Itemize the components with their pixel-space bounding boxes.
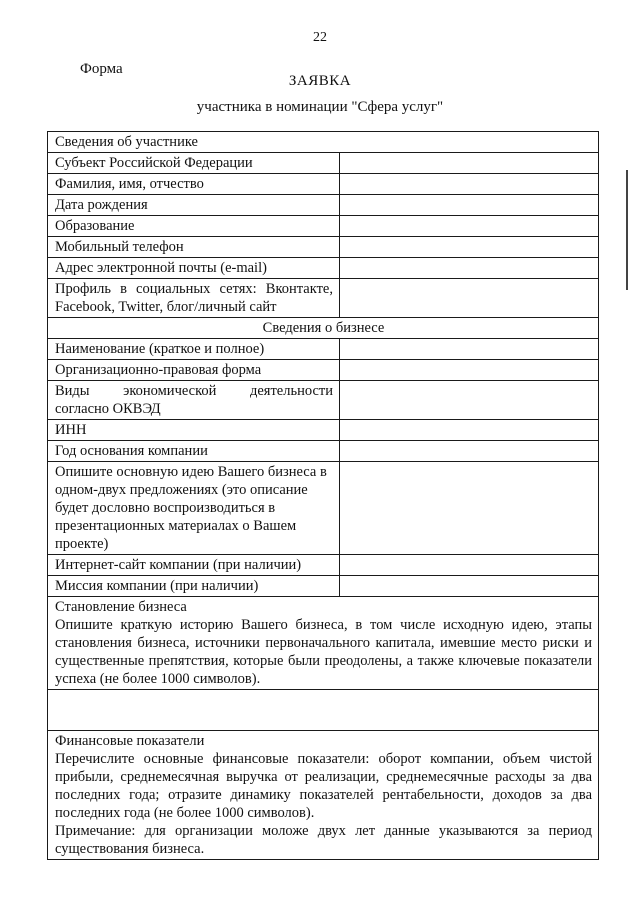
field-value-birth-date[interactable] [340, 195, 599, 216]
field-label-birth-date: Дата рождения [48, 195, 340, 216]
field-label-website: Интернет-сайт компании (при наличии) [48, 555, 340, 576]
field-label-mission: Миссия компании (при наличии) [48, 576, 340, 597]
field-value-full-name[interactable] [340, 174, 599, 195]
table-row [48, 174, 599, 195]
formation-section-row [48, 597, 599, 690]
financial-instructions: Перечислите основные финансовые показатели: оборот компании, объем чистой прибыли, среднемесячная выручка от реализации, среднемесячные расходы за два последних года; отразите динамику показателей рентабельности, доходов за два последних года (не более 1000 символов). [55, 751, 593, 821]
field-value-okved[interactable] [340, 381, 599, 420]
field-label-business-idea: Опишите основную идею Вашего бизнеса в одном-двух предложениях (это описание будет дословно воспроизводиться в презентационных материалах о Вашем проекте) [48, 462, 340, 555]
formation-section-header: Становление бизнеса [55, 599, 187, 615]
field-value-email[interactable] [340, 258, 599, 279]
table-row [48, 237, 599, 258]
field-label-business-name: Наименование (краткое и полное) [48, 339, 340, 360]
table-row [48, 441, 599, 462]
table-row [48, 339, 599, 360]
field-value-business-name[interactable] [340, 339, 599, 360]
field-value-social-profile[interactable] [340, 279, 599, 318]
field-label-founded-year: Год основания компании [48, 441, 340, 462]
field-value-mobile-phone[interactable] [340, 237, 599, 258]
okved-line-1: Виды экономической деятельности [55, 383, 333, 399]
table-row [48, 420, 599, 441]
table-row [48, 576, 599, 597]
formation-section [48, 597, 599, 690]
field-label-legal-form: Организационно-правовая форма [48, 360, 340, 381]
table-row [48, 279, 599, 318]
page-number: 22 [313, 30, 327, 45]
business-header-row [48, 318, 599, 339]
social-profile-line-2: Facebook, Twitter, блог/личный сайт [55, 299, 277, 315]
field-value-mission[interactable] [340, 576, 599, 597]
table-row [48, 153, 599, 174]
table-row [48, 216, 599, 237]
field-label-education: Образование [48, 216, 340, 237]
table-row [48, 258, 599, 279]
field-value-legal-form[interactable] [340, 360, 599, 381]
table-row [48, 555, 599, 576]
field-label-social-profile [48, 279, 340, 318]
formation-instructions: Опишите краткую историю Вашего бизнеса, в том числе исходную идею, этапы становления бизнеса, источники первоначального капитала, имевшие место риски и существенные препятствия, которые были преодолены, а также ключевые показатели успеха (не более 1000 символов). [55, 617, 593, 687]
financial-section-header: Финансовые показатели [55, 733, 205, 749]
field-label-full-name: Фамилия, имя, отчество [48, 174, 340, 195]
field-value-website[interactable] [340, 555, 599, 576]
margin-mark [626, 170, 628, 290]
field-value-education[interactable] [340, 216, 599, 237]
field-label-mobile-phone: Мобильный телефон [48, 237, 340, 258]
field-label-email: Адрес электронной почты (e-mail) [48, 258, 340, 279]
financial-section [48, 731, 599, 860]
table-row [48, 360, 599, 381]
document-subtitle: участника в номинации "Сфера услуг" [196, 99, 444, 115]
participant-header-row [48, 132, 599, 153]
document-title: ЗАЯВКА [288, 73, 352, 89]
form-label: Форма [80, 61, 123, 77]
field-value-business-idea[interactable] [340, 462, 599, 555]
field-label-inn: ИНН [48, 420, 340, 441]
table-row [48, 381, 599, 420]
field-label-region: Субъект Российской Федерации [48, 153, 340, 174]
formation-answer-field[interactable] [48, 690, 599, 731]
formation-answer-row [48, 690, 599, 731]
financial-note: Примечание: для организации моложе двух лет данные указываются за период существования бизнеса. [55, 823, 593, 857]
field-value-inn[interactable] [340, 420, 599, 441]
field-value-founded-year[interactable] [340, 441, 599, 462]
okved-line-2: согласно ОКВЭД [55, 401, 161, 417]
table-row [48, 195, 599, 216]
field-label-okved [48, 381, 340, 420]
application-form-table [47, 131, 599, 860]
financial-section-row [48, 731, 599, 860]
social-profile-line-1: Профиль в социальных сетях: Вконтакте, [55, 281, 333, 297]
field-value-region[interactable] [340, 153, 599, 174]
participant-section-header: Сведения об участнике [48, 132, 599, 153]
table-row [48, 462, 599, 555]
business-section-header: Сведения о бизнесе [48, 318, 599, 339]
